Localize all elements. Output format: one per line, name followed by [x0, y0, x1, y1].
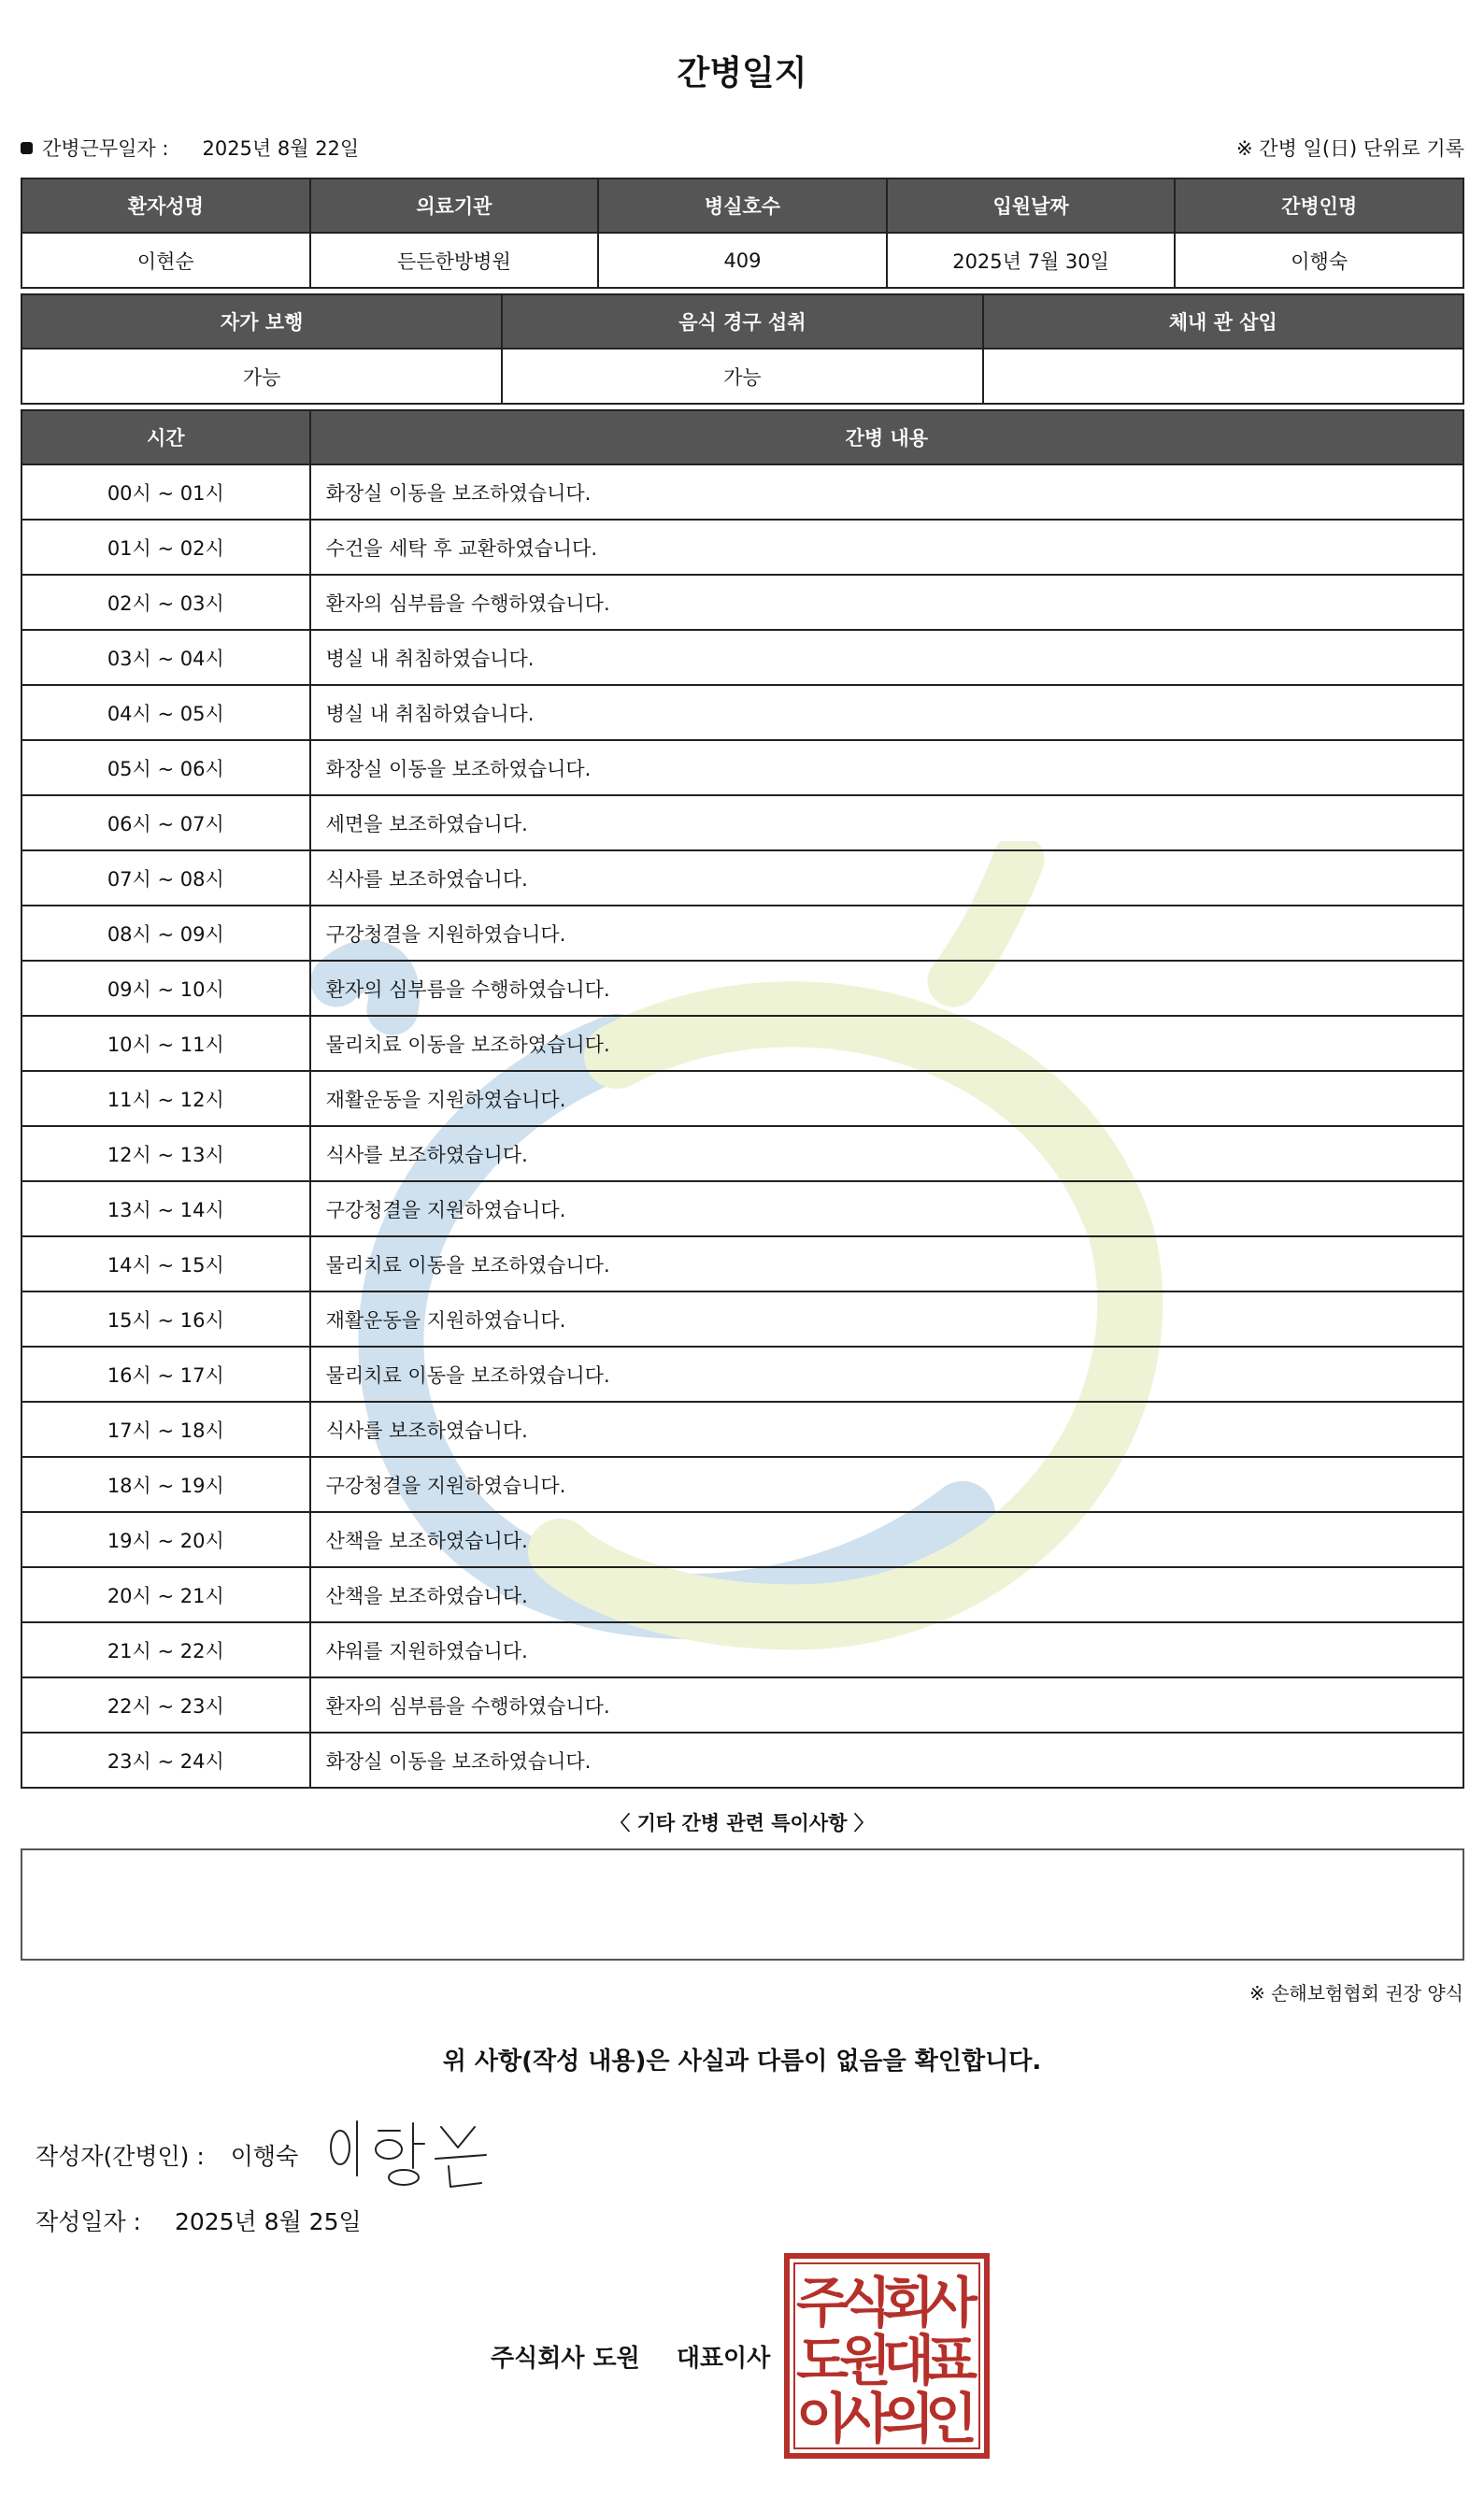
- care-table-row: [21, 1567, 1463, 1622]
- care-content-cell: 물리치료 이동을 보조하였습니다.: [310, 1347, 1463, 1402]
- header-caregiver-name: 간병인명: [1175, 178, 1463, 233]
- care-time-cell: 15시 ~ 16시: [21, 1291, 310, 1347]
- care-table-row: [21, 1016, 1463, 1071]
- care-time-cell: 13시 ~ 14시: [21, 1181, 310, 1236]
- work-date: [21, 134, 359, 162]
- care-content-cell: 환자의 심부름을 수행하였습니다.: [310, 961, 1463, 1016]
- care-table-row: [21, 685, 1463, 740]
- care-time-cell: 08시 ~ 09시: [21, 906, 310, 961]
- care-table-row: [21, 906, 1463, 961]
- admission-date: 2025년 7월 30일: [887, 233, 1176, 288]
- care-content-cell: 병실 내 취침하였습니다.: [310, 685, 1463, 740]
- care-content-cell: 환자의 심부름을 수행하였습니다.: [310, 575, 1463, 630]
- care-table-row: [21, 575, 1463, 630]
- care-time-cell: 11시 ~ 12시: [21, 1071, 310, 1126]
- care-content-cell: 병실 내 취침하였습니다.: [310, 630, 1463, 685]
- care-content-cell: 구강청결을 지원하였습니다.: [310, 906, 1463, 961]
- care-content-cell: 화장실 이동을 보조하였습니다.: [310, 1733, 1463, 1788]
- care-content-cell: 재활운동을 지원하였습니다.: [310, 1071, 1463, 1126]
- care-content-cell: 산책을 보조하였습니다.: [310, 1512, 1463, 1567]
- care-content-cell: 화장실 이동을 보조하였습니다.: [310, 464, 1463, 520]
- svg-text:주: 주: [795, 2271, 849, 2334]
- care-time-cell: 07시 ~ 08시: [21, 850, 310, 906]
- care-table-row: [21, 961, 1463, 1016]
- notes-box: [21, 1848, 1464, 1961]
- care-time-cell: 03시 ~ 04시: [21, 630, 310, 685]
- svg-text:인: 인: [924, 2387, 978, 2450]
- care-content-cell: 구강청결을 지원하였습니다.: [310, 1457, 1463, 1512]
- care-log-table: [21, 409, 1464, 1789]
- company-line: [491, 2339, 770, 2374]
- written-date-label: 작성일자 :: [36, 2208, 141, 2235]
- care-table-row: [21, 1126, 1463, 1181]
- status-table-header: [21, 294, 1463, 349]
- care-time-cell: 17시 ~ 18시: [21, 1402, 310, 1457]
- writer-label: 작성자(간병인) :: [36, 2143, 205, 2170]
- care-table-row: [21, 1733, 1463, 1788]
- care-content-cell: 화장실 이동을 보조하였습니다.: [310, 740, 1463, 795]
- care-time-cell: 18시 ~ 19시: [21, 1457, 310, 1512]
- handwritten-signature: [327, 2110, 491, 2194]
- svg-text:사: 사: [838, 2387, 892, 2450]
- writer-name: 이행숙: [230, 2143, 299, 2170]
- care-time-cell: 19시 ~ 20시: [21, 1512, 310, 1567]
- care-content-cell: 환자의 심부름을 수행하였습니다.: [310, 1677, 1463, 1733]
- header-self-walking: 자가 보행: [21, 294, 502, 349]
- care-table-header: [21, 410, 1463, 464]
- care-table-row: [21, 740, 1463, 795]
- care-time-cell: 21시 ~ 22시: [21, 1622, 310, 1677]
- care-table-row: [21, 1291, 1463, 1347]
- svg-text:회: 회: [881, 2271, 935, 2334]
- care-table-row: [21, 630, 1463, 685]
- status-table-row: [21, 349, 1463, 404]
- tube-insertion-value: [983, 349, 1463, 404]
- confirmation-statement: 위 사항(작성 내용)은 사실과 다름이 없음을 확인합니다.: [442, 2048, 1042, 2076]
- written-date-value: 2025년 8월 25일: [174, 2208, 362, 2235]
- form-source-note: ※ 손해보험협회 권장 양식: [1249, 1982, 1463, 2005]
- care-time-cell: 05시 ~ 06시: [21, 740, 310, 795]
- care-content-cell: 구강청결을 지원하였습니다.: [310, 1181, 1463, 1236]
- care-time-cell: 16시 ~ 17시: [21, 1347, 310, 1402]
- svg-text:이: 이: [795, 2387, 849, 2450]
- company-rep-title: 대표이사: [676, 2345, 771, 2373]
- company-name: 주식회사 도원: [491, 2345, 640, 2373]
- care-time-cell: 20시 ~ 21시: [21, 1567, 310, 1622]
- care-time-cell: 14시 ~ 15시: [21, 1236, 310, 1291]
- care-content-cell: 물리치료 이동을 보조하였습니다.: [310, 1016, 1463, 1071]
- care-table-body: [21, 464, 1463, 1788]
- care-table-row: [21, 464, 1463, 520]
- care-time-cell: 01시 ~ 02시: [21, 520, 310, 575]
- care-content-cell: 산책을 보조하였습니다.: [310, 1567, 1463, 1622]
- care-content-cell: 수건을 세탁 후 교환하였습니다.: [310, 520, 1463, 575]
- care-time-cell: 02시 ~ 03시: [21, 575, 310, 630]
- work-date-label: 간병근무일자 :: [42, 137, 169, 160]
- care-time-cell: 10시 ~ 11시: [21, 1016, 310, 1071]
- notes-title: 〈 기타 간병 관련 특이사항 〉: [610, 1812, 874, 1834]
- care-content-cell: 재활운동을 지원하였습니다.: [310, 1291, 1463, 1347]
- room-number: 409: [598, 233, 887, 288]
- square-bullet-icon: [21, 142, 33, 154]
- care-table-row: [21, 1457, 1463, 1512]
- svg-text:원: 원: [838, 2329, 892, 2392]
- care-table-row: [21, 1071, 1463, 1126]
- care-table-row: [21, 520, 1463, 575]
- care-table-row: [21, 1236, 1463, 1291]
- svg-text:도: 도: [795, 2329, 849, 2392]
- svg-text:표: 표: [924, 2329, 978, 2392]
- header-care-content: 간병 내용: [310, 410, 1463, 464]
- care-time-cell: 23시 ~ 24시: [21, 1733, 310, 1788]
- self-walking-value: 가능: [21, 349, 502, 404]
- care-content-cell: 세면을 보조하였습니다.: [310, 795, 1463, 850]
- svg-text:사: 사: [924, 2271, 978, 2334]
- patient-table-row: [21, 233, 1463, 288]
- record-unit-note: ※ 간병 일(日) 단위로 기록: [1236, 137, 1464, 160]
- work-date-value: 2025년 8월 22일: [202, 137, 360, 160]
- page-title: 간병일지: [677, 54, 807, 93]
- care-time-cell: 22시 ~ 23시: [21, 1677, 310, 1733]
- hospital-name: 든든한방병원: [310, 233, 599, 288]
- svg-text:대: 대: [881, 2329, 935, 2392]
- care-table-row: [21, 1402, 1463, 1457]
- care-time-cell: 12시 ~ 13시: [21, 1126, 310, 1181]
- care-content-cell: 식사를 보조하였습니다.: [310, 850, 1463, 906]
- header-admission-date: 입원날짜: [887, 178, 1176, 233]
- care-time-cell: 09시 ~ 10시: [21, 961, 310, 1016]
- care-table-row: [21, 850, 1463, 906]
- care-time-cell: 04시 ~ 05시: [21, 685, 310, 740]
- care-table-row: [21, 1181, 1463, 1236]
- written-date-line: [36, 2204, 362, 2237]
- header-time: 시간: [21, 410, 310, 464]
- care-table-row: [21, 795, 1463, 850]
- oral-intake-value: 가능: [502, 349, 982, 404]
- header-tube-insertion: 체내 관 삽입: [983, 294, 1463, 349]
- care-table-row: [21, 1622, 1463, 1677]
- patient-table-header: [21, 178, 1463, 233]
- care-time-cell: 06시 ~ 07시: [21, 795, 310, 850]
- svg-text:식: 식: [838, 2271, 892, 2334]
- patient-info-table: [21, 178, 1464, 289]
- care-content-cell: 식사를 보조하였습니다.: [310, 1402, 1463, 1457]
- care-content-cell: 샤워를 지원하였습니다.: [310, 1622, 1463, 1677]
- company-seal-stamp: [783, 2252, 991, 2460]
- care-table-row: [21, 1677, 1463, 1733]
- meta-row: [21, 134, 1464, 162]
- care-content-cell: 식사를 보조하였습니다.: [310, 1126, 1463, 1181]
- patient-status-table: [21, 293, 1464, 405]
- header-hospital: 의료기관: [310, 178, 599, 233]
- care-table-row: [21, 1347, 1463, 1402]
- care-table-row: [21, 1512, 1463, 1567]
- patient-name: 이현순: [21, 233, 310, 288]
- header-patient-name: 환자성명: [21, 178, 310, 233]
- header-room: 병실호수: [598, 178, 887, 233]
- care-time-cell: 00시 ~ 01시: [21, 464, 310, 520]
- writer-line: [36, 2138, 298, 2172]
- svg-text:의: 의: [881, 2387, 935, 2450]
- caregiver-name: 이행숙: [1175, 233, 1463, 288]
- header-oral-intake: 음식 경구 섭취: [502, 294, 982, 349]
- care-content-cell: 물리치료 이동을 보조하였습니다.: [310, 1236, 1463, 1291]
